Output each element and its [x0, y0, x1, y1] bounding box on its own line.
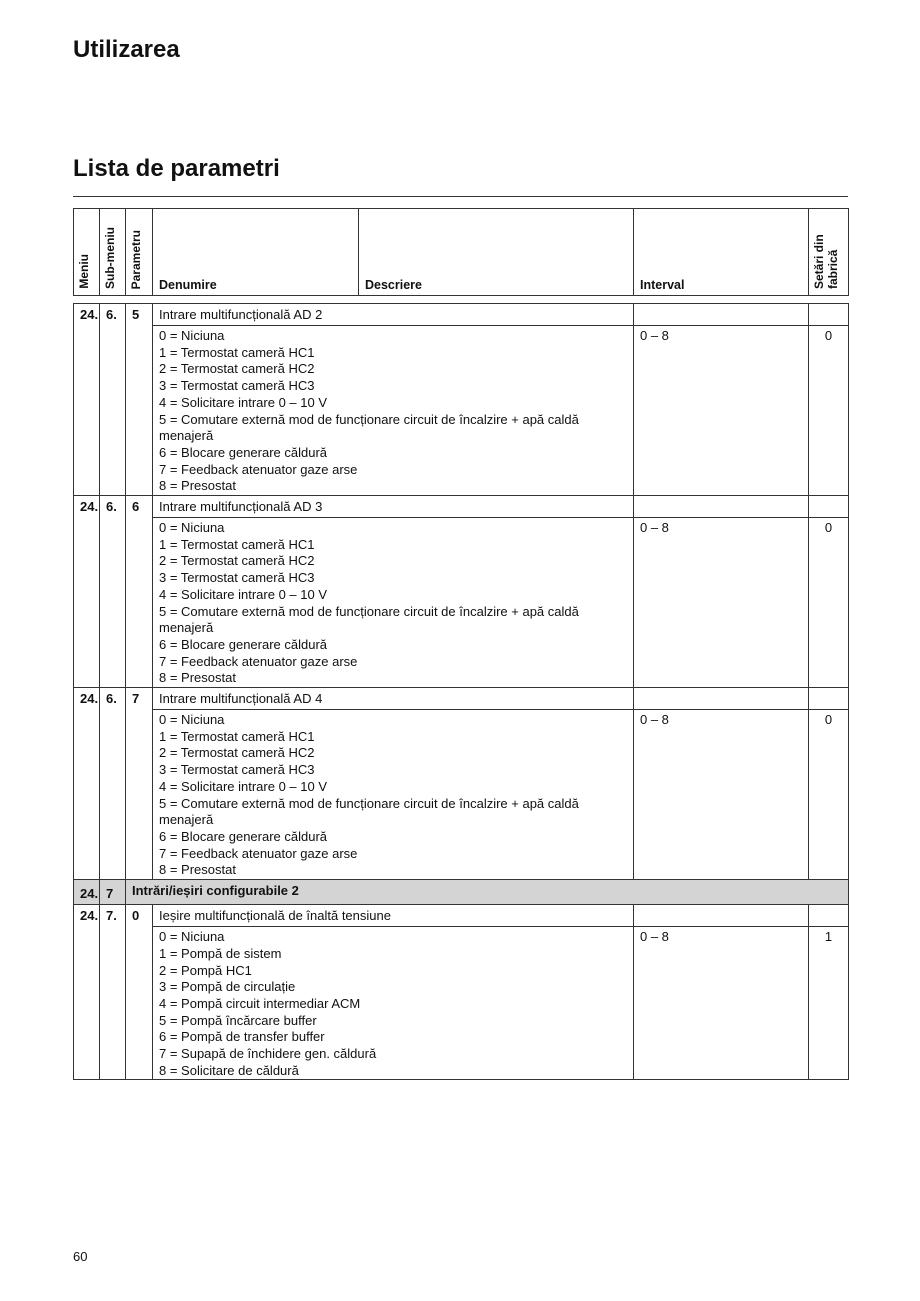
- option-item: 3 = Termostat cameră HC3: [159, 762, 315, 778]
- factory-default-value: 0: [809, 518, 849, 688]
- option-item: 1 = Termostat cameră HC1: [159, 536, 315, 552]
- options-list: [153, 518, 634, 688]
- option-item: 7 = Supapă de închidere gen. căldură: [159, 1046, 377, 1062]
- meniu-cell: 24.: [74, 496, 100, 688]
- section-title: Lista de parametri: [73, 155, 280, 182]
- interval-empty: [634, 688, 809, 710]
- option-item: 4 = Pompă circuit intermediar ACM: [159, 995, 361, 1011]
- options-list: [153, 927, 634, 1080]
- options-row: [74, 326, 849, 496]
- options-list: [153, 326, 634, 496]
- option-item: 6 = Blocare generare căldură: [159, 444, 328, 460]
- parametru-cell: 6: [126, 496, 153, 688]
- option-item: 7 = Feedback atenuator gaze arse: [159, 461, 358, 477]
- option-item: 7 = Feedback atenuator gaze arse: [159, 845, 358, 861]
- parameter-name: Intrare multifuncțională AD 3: [153, 496, 634, 518]
- interval-empty: [634, 496, 809, 518]
- interval-value: 0 – 8: [634, 518, 809, 688]
- meniu-cell: 24.: [74, 688, 100, 880]
- options-row: [74, 518, 849, 688]
- option-item: 0 = Niciuna: [159, 712, 225, 728]
- option-item: 5 = Pompă încărcare buffer: [159, 1012, 317, 1028]
- option-item: 1 = Termostat cameră HC1: [159, 728, 315, 744]
- options-list: [153, 710, 634, 880]
- option-item: 6 = Blocare generare căldură: [159, 636, 328, 652]
- option-item: 2 = Termostat cameră HC2: [159, 553, 315, 569]
- option-item: 6 = Pompă de transfer buffer: [159, 1029, 325, 1045]
- divider: [73, 196, 848, 197]
- interval-value: 0 – 8: [634, 326, 809, 496]
- option-item: 1 = Termostat cameră HC1: [159, 344, 315, 360]
- parameter-row: [74, 905, 849, 927]
- option-item: 3 = Termostat cameră HC3: [159, 378, 315, 394]
- option-item: 5 = Comutare externă mod de funcționare circuit de încalzire + apă caldă menajeră: [159, 795, 579, 828]
- option-item: 8 = Presostat: [159, 862, 236, 878]
- option-item: 6 = Blocare generare căldură: [159, 828, 328, 844]
- default-empty: [809, 304, 849, 326]
- option-item: 8 = Presostat: [159, 670, 236, 686]
- submeniu-cell: 6.: [100, 304, 126, 496]
- option-item: 2 = Termostat cameră HC2: [159, 745, 315, 761]
- factory-default-value: 0: [809, 326, 849, 496]
- parameter-row: [74, 496, 849, 518]
- meniu-cell: 24.: [74, 905, 100, 1080]
- default-empty: [809, 496, 849, 518]
- options-row: [74, 927, 849, 1080]
- group-title: Intrări/ieșiri configurabile 2: [126, 880, 849, 905]
- option-item: 5 = Comutare externă mod de funcționare circuit de încalzire + apă caldă menajeră: [159, 411, 579, 444]
- submeniu-cell: 6.: [100, 496, 126, 688]
- submeniu-cell: 6.: [100, 688, 126, 880]
- submeniu-cell: 7.: [100, 905, 126, 1080]
- interval-value: 0 – 8: [634, 927, 809, 1080]
- interval-empty: [634, 304, 809, 326]
- header-interval: Interval: [634, 209, 809, 296]
- header-meniu: Meniu: [74, 209, 100, 296]
- parameter-table: [73, 303, 849, 1080]
- parametru-cell: 0: [126, 905, 153, 1080]
- header-setari: Setări din fabrică: [809, 209, 849, 296]
- option-item: 0 = Niciuna: [159, 328, 225, 343]
- parametru-cell: 5: [126, 304, 153, 496]
- option-item: 7 = Feedback atenuator gaze arse: [159, 653, 358, 669]
- header-parametru: Parametru: [126, 209, 153, 296]
- parametru-cell: 7: [126, 688, 153, 880]
- submeniu-cell: 7: [100, 880, 126, 905]
- header-submeniu: Sub-meniu: [100, 209, 126, 296]
- option-item: 4 = Solicitare intrare 0 – 10 V: [159, 586, 328, 602]
- parameter-name: Ieșire multifuncțională de înaltă tensiune: [153, 905, 634, 927]
- option-item: 4 = Solicitare intrare 0 – 10 V: [159, 778, 328, 794]
- default-empty: [809, 905, 849, 927]
- option-item: 0 = Niciuna: [159, 520, 225, 536]
- option-item: 5 = Comutare externă mod de funcționare circuit de încalzire + apă caldă menajeră: [159, 603, 579, 636]
- parameter-table-header: [73, 208, 849, 296]
- option-item: 2 = Termostat cameră HC2: [159, 361, 315, 377]
- header-descriere: Descriere: [359, 209, 634, 296]
- option-item: 2 = Pompă HC1: [159, 962, 252, 978]
- meniu-cell: 24.: [74, 304, 100, 496]
- parameter-name: Intrare multifuncțională AD 2: [153, 304, 634, 326]
- page-number: 60: [73, 1249, 88, 1264]
- options-row: [74, 710, 849, 880]
- meniu-cell: 24.: [74, 880, 100, 905]
- option-item: 4 = Solicitare intrare 0 – 10 V: [159, 394, 328, 410]
- page-heading: Utilizarea: [73, 36, 180, 63]
- option-item: 8 = Solicitare de căldură: [159, 1062, 299, 1078]
- option-item: 3 = Pompă de circulație: [159, 979, 296, 995]
- header-denumire: Denumire: [153, 209, 359, 296]
- factory-default-value: 1: [809, 927, 849, 1080]
- parameter-row: [74, 304, 849, 326]
- parameter-name: Intrare multifuncțională AD 4: [153, 688, 634, 710]
- option-item: 1 = Pompă de sistem: [159, 945, 282, 961]
- default-empty: [809, 688, 849, 710]
- option-item: 0 = Niciuna: [159, 929, 225, 945]
- option-item: 8 = Presostat: [159, 478, 236, 494]
- group-row: [74, 880, 849, 905]
- interval-empty: [634, 905, 809, 927]
- parameter-row: [74, 688, 849, 710]
- factory-default-value: 0: [809, 710, 849, 880]
- interval-value: 0 – 8: [634, 710, 809, 880]
- option-item: 3 = Termostat cameră HC3: [159, 570, 315, 586]
